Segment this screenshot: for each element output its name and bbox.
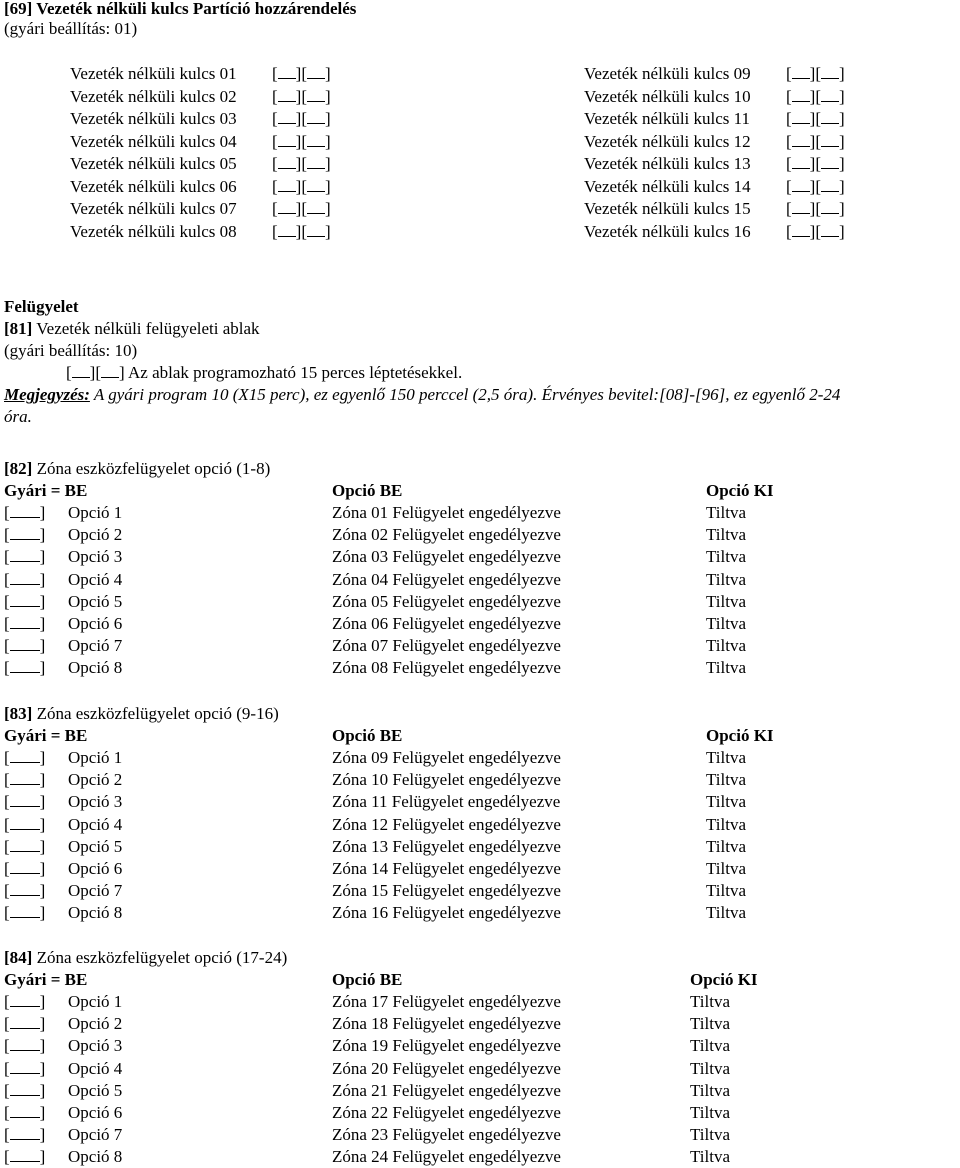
option-off-text: Tiltva: [706, 503, 747, 522]
partition-entry[interactable]: [ ][ ]: [786, 64, 845, 83]
option-checkbox[interactable]: [ ]: [4, 881, 46, 901]
column-header: Gyári = BE: [4, 726, 88, 745]
option-on-text: Zóna 24 Felügyelet engedélyezve: [332, 1147, 561, 1167]
option-checkbox[interactable]: [ ]: [4, 770, 46, 790]
option-label: Opció 1: [68, 503, 123, 522]
column-header: Opció KI: [706, 726, 774, 745]
option-checkbox[interactable]: [ ]: [4, 1147, 46, 1167]
option-off-text: Tiltva: [706, 658, 747, 678]
option-checkbox[interactable]: [ ]: [4, 903, 46, 923]
wireless-key-label: Vezeték nélküli kulcs 07: [70, 199, 237, 218]
option-checkbox[interactable]: [ ]: [4, 614, 46, 633]
option-off-text: Tiltva: [690, 1014, 731, 1034]
option-on-text: Zóna 02 Felügyelet engedélyezve: [332, 525, 561, 545]
partition-entry[interactable]: [ ][ ]: [272, 176, 331, 196]
option-checkbox[interactable]: [ ]: [4, 814, 46, 834]
option-label: Opció 5: [68, 836, 123, 856]
option-on-text: Zóna 19 Felügyelet engedélyezve: [332, 1036, 561, 1056]
option-off-text: Tiltva: [690, 1147, 731, 1167]
column-header: Opció BE: [332, 726, 403, 745]
column-header: Opció KI: [690, 970, 758, 989]
section-code: [84]: [4, 948, 33, 967]
option-checkbox[interactable]: [ ]: [4, 1036, 46, 1056]
option-label: Opció 2: [68, 525, 123, 545]
option-checkbox[interactable]: [ ]: [4, 1103, 46, 1122]
section-title: [4, 947, 287, 969]
option-checkbox[interactable]: [ ]: [4, 591, 46, 611]
wireless-key-label: Vezeték nélküli kulcs 15: [584, 199, 751, 218]
section-code: [82]: [4, 459, 33, 478]
partition-entry[interactable]: [ ][ ]: [272, 221, 331, 241]
wireless-key-label: Vezeték nélküli kulcs 06: [70, 176, 237, 196]
partition-entry[interactable]: [ ][ ]: [272, 199, 331, 218]
option-on-text: Zóna 06 Felügyelet engedélyezve: [332, 614, 561, 633]
column-header: Opció BE: [332, 970, 403, 989]
option-off-text: Tiltva: [690, 1125, 731, 1145]
option-on-text: Zóna 08 Felügyelet engedélyezve: [332, 658, 561, 678]
partition-entry[interactable]: [ ][ ]: [786, 86, 845, 106]
option-off-text: Tiltva: [706, 748, 747, 767]
option-off-text: Tiltva: [706, 881, 747, 901]
partition-entry[interactable]: [ ][ ]: [272, 131, 331, 151]
option-checkbox[interactable]: [ ]: [4, 836, 46, 856]
option-on-text: Zóna 17 Felügyelet engedélyezve: [332, 992, 561, 1011]
section-81-name: Vezeték nélküli felügyeleti ablak: [32, 319, 260, 338]
wireless-key-label: Vezeték nélküli kulcs 16: [584, 221, 751, 241]
option-label: Opció 6: [68, 1103, 123, 1122]
option-off-text: Tiltva: [706, 792, 747, 812]
option-label: Opció 2: [68, 1014, 123, 1034]
section-code: [83]: [4, 704, 33, 723]
wireless-key-label: Vezeték nélküli kulcs 10: [584, 86, 751, 106]
wireless-key-label: Vezeték nélküli kulcs 12: [584, 131, 751, 151]
option-label: Opció 6: [68, 859, 123, 878]
partition-entry[interactable]: [ ][ ]: [786, 176, 845, 196]
wireless-key-label: Vezeték nélküli kulcs 05: [70, 154, 237, 173]
option-label: Opció 4: [68, 814, 123, 834]
section-81-code: [81]: [4, 319, 33, 338]
option-checkbox[interactable]: [ ]: [4, 569, 46, 589]
option-label: Opció 5: [68, 591, 123, 611]
option-on-text: Zóna 18 Felügyelet engedélyezve: [332, 1014, 561, 1034]
option-label: Opció 8: [68, 1147, 123, 1167]
section-title: [4, 458, 270, 480]
option-checkbox[interactable]: [ ]: [4, 1014, 46, 1034]
option-on-text: Zóna 01 Felügyelet engedélyezve: [332, 503, 561, 522]
option-on-text: Zóna 07 Felügyelet engedélyezve: [332, 636, 561, 656]
option-label: Opció 3: [68, 792, 123, 812]
wireless-key-label: Vezeték nélküli kulcs 11: [584, 109, 751, 128]
option-off-text: Tiltva: [706, 569, 747, 589]
factory-default: (gyári beállítás: 01): [4, 19, 138, 38]
partition-entry[interactable]: [ ][ ]: [272, 154, 331, 173]
note-continuation: óra.: [4, 407, 32, 426]
option-on-text: Zóna 03 Felügyelet engedélyezve: [332, 547, 561, 567]
option-checkbox[interactable]: [ ]: [4, 1058, 46, 1078]
option-label: Opció 4: [68, 1058, 123, 1078]
entry-slot-1[interactable]: [ ]: [66, 363, 96, 382]
column-header: Gyári = BE: [4, 481, 88, 500]
option-off-text: Tiltva: [690, 1058, 731, 1078]
partition-entry[interactable]: [ ][ ]: [786, 199, 845, 218]
option-checkbox[interactable]: [ ]: [4, 792, 46, 812]
partition-entry[interactable]: [ ][ ]: [272, 109, 331, 128]
section-81-title: [4, 318, 260, 340]
option-label: Opció 5: [68, 1080, 123, 1100]
section-title: [4, 703, 279, 725]
option-label: Opció 7: [68, 881, 123, 901]
option-on-text: Zóna 10 Felügyelet engedélyezve: [332, 770, 561, 790]
option-checkbox[interactable]: [ ]: [4, 1080, 46, 1100]
option-on-text: Zóna 21 Felügyelet engedélyezve: [332, 1080, 561, 1100]
section-81-factory: (gyári beállítás: 10): [4, 341, 138, 360]
option-checkbox[interactable]: [ ]: [4, 636, 46, 656]
option-on-text: Zóna 13 Felügyelet engedélyezve: [332, 836, 561, 856]
option-checkbox[interactable]: [ ]: [4, 547, 46, 567]
option-off-text: Tiltva: [706, 903, 747, 923]
section-name: Zóna eszközfelügyelet opció (1-8): [32, 459, 271, 478]
option-on-text: Zóna 11 Felügyelet engedélyezve: [332, 792, 561, 812]
note: [4, 384, 840, 406]
option-off-text: Tiltva: [690, 1080, 731, 1100]
option-off-text: Tiltva: [706, 814, 747, 834]
partition-entry[interactable]: [ ][ ]: [786, 131, 845, 151]
option-checkbox[interactable]: [ ]: [4, 748, 46, 767]
option-checkbox[interactable]: [ ]: [4, 658, 46, 678]
option-on-text: Zóna 23 Felügyelet engedélyezve: [332, 1125, 561, 1145]
partition-entry[interactable]: [ ][ ]: [786, 109, 845, 128]
supervision-heading: Felügyelet: [4, 297, 79, 316]
option-on-text: Zóna 05 Felügyelet engedélyezve: [332, 591, 561, 611]
option-label: Opció 8: [68, 903, 123, 923]
option-on-text: Zóna 15 Felügyelet engedélyezve: [332, 881, 561, 901]
option-checkbox[interactable]: [ ]: [4, 503, 46, 522]
option-on-text: Zóna 09 Felügyelet engedélyezve: [332, 748, 561, 767]
option-off-text: Tiltva: [690, 992, 731, 1011]
option-on-text: Zóna 16 Felügyelet engedélyezve: [332, 903, 561, 923]
option-off-text: Tiltva: [706, 636, 747, 656]
wireless-key-label: Vezeték nélküli kulcs 13: [584, 154, 751, 173]
option-label: Opció 3: [68, 547, 123, 567]
option-label: Opció 6: [68, 614, 123, 633]
option-checkbox[interactable]: [ ]: [4, 859, 46, 878]
section-name: Zóna eszközfelügyelet opció (17-24): [32, 948, 288, 967]
option-label: Opció 1: [68, 748, 123, 767]
option-on-text: Zóna 22 Felügyelet engedélyezve: [332, 1103, 561, 1122]
option-on-text: Zóna 14 Felügyelet engedélyezve: [332, 859, 561, 878]
option-label: Opció 1: [68, 992, 123, 1011]
option-label: Opció 2: [68, 770, 123, 790]
wireless-key-label: Vezeték nélküli kulcs 01: [70, 64, 237, 83]
note-label: Megjegyzés:: [4, 385, 90, 404]
wireless-key-label: Vezeték nélküli kulcs 02: [70, 86, 237, 106]
option-off-text: Tiltva: [706, 614, 747, 633]
column-header: Gyári = BE: [4, 970, 88, 989]
option-off-text: Tiltva: [706, 547, 747, 567]
option-checkbox[interactable]: [ ]: [4, 1125, 46, 1145]
option-on-text: Zóna 20 Felügyelet engedélyezve: [332, 1058, 561, 1078]
option-off-text: Tiltva: [706, 770, 747, 790]
page-title: [69] Vezeték nélküli kulcs Partíció hozzárendelés: [4, 0, 357, 18]
note-text: A gyári program 10 (X15 perc), ez egyenlő 150 perccel (2,5 óra). Érvényes bevitel:[08]-[96], ez egyenlő 2-24: [89, 385, 841, 404]
option-off-text: Tiltva: [706, 525, 747, 545]
wireless-key-label: Vezeték nélküli kulcs 09: [584, 64, 751, 83]
section-name: Zóna eszközfelügyelet opció (9-16): [32, 704, 279, 723]
option-on-text: Zóna 12 Felügyelet engedélyezve: [332, 814, 561, 834]
section-81-desc: Az ablak programozható 15 perces léptetésekkel.: [124, 363, 463, 382]
option-checkbox[interactable]: [ ]: [4, 992, 46, 1011]
option-off-text: Tiltva: [690, 1036, 731, 1056]
wireless-key-label: Vezeték nélküli kulcs 08: [70, 221, 237, 241]
partition-entry[interactable]: [ ][ ]: [786, 221, 845, 241]
column-header: Opció BE: [332, 481, 403, 500]
option-off-text: Tiltva: [706, 836, 747, 856]
option-label: Opció 8: [68, 658, 123, 678]
wireless-key-label: Vezeték nélküli kulcs 04: [70, 131, 237, 151]
wireless-key-label: Vezeték nélküli kulcs 14: [584, 176, 751, 196]
option-label: Opció 4: [68, 569, 123, 589]
column-header: Opció KI: [706, 481, 774, 500]
partition-entry[interactable]: [ ][ ]: [786, 154, 845, 173]
partition-entry[interactable]: [ ][ ]: [272, 64, 331, 83]
option-label: Opció 3: [68, 1036, 123, 1056]
option-off-text: Tiltva: [690, 1103, 731, 1122]
partition-entry[interactable]: [ ][ ]: [272, 86, 331, 106]
option-label: Opció 7: [68, 636, 123, 656]
section-81-entry: [66, 362, 462, 384]
entry-slot-2[interactable]: [ ]: [95, 363, 125, 382]
wireless-key-label: Vezeték nélküli kulcs 03: [70, 109, 237, 128]
option-label: Opció 7: [68, 1125, 123, 1145]
option-off-text: Tiltva: [706, 591, 747, 611]
option-off-text: Tiltva: [706, 859, 747, 878]
option-on-text: Zóna 04 Felügyelet engedélyezve: [332, 569, 561, 589]
option-checkbox[interactable]: [ ]: [4, 525, 46, 545]
